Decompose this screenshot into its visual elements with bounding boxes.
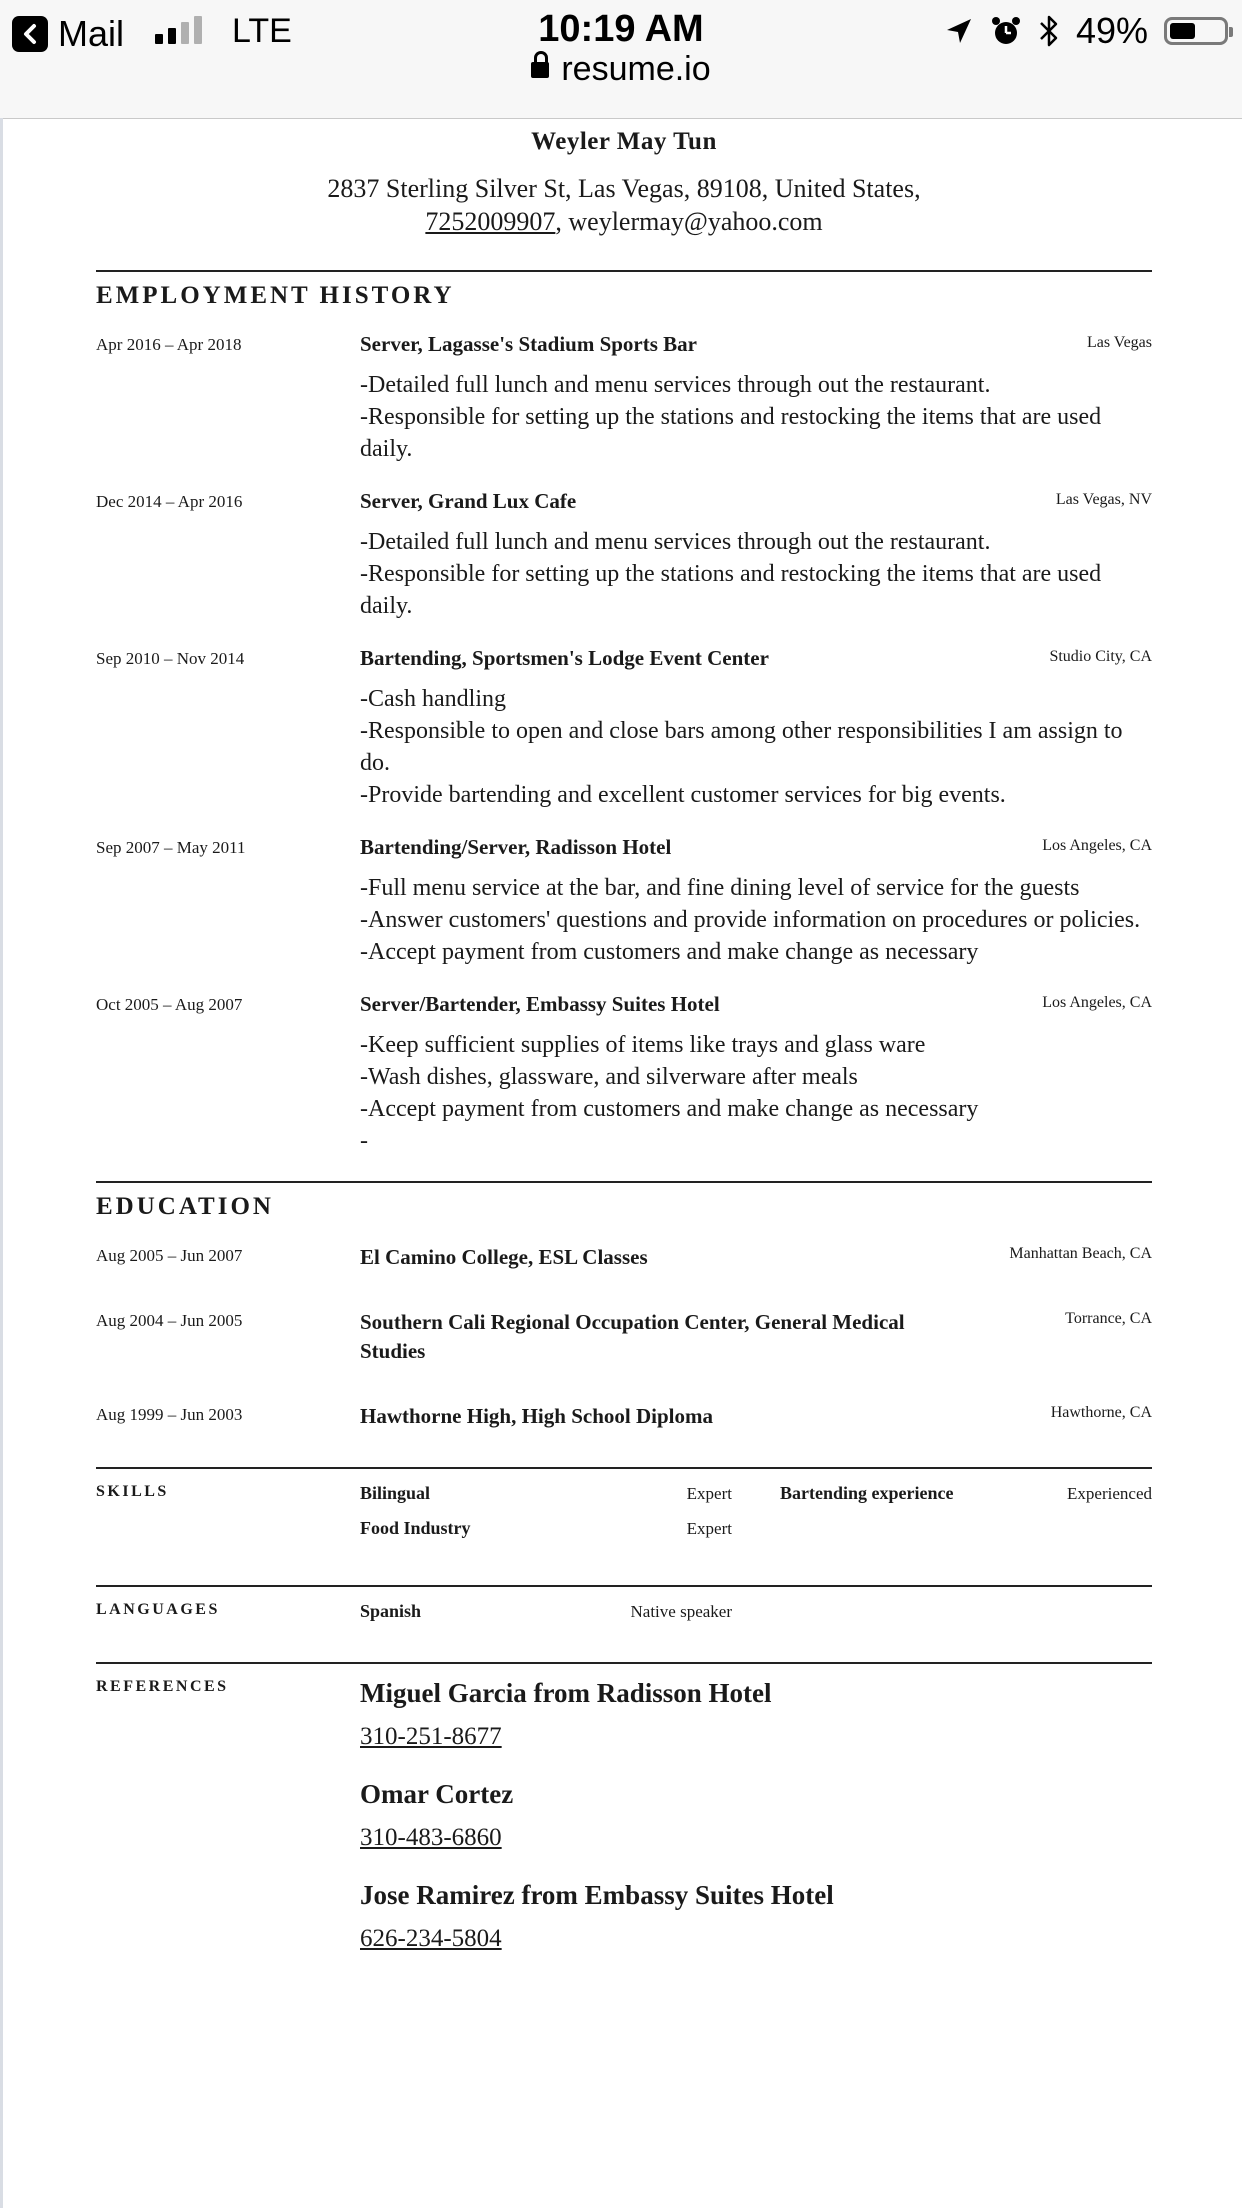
education-heading: EDUCATION <box>96 1193 274 1220</box>
employment-history-heading: EMPLOYMENT HISTORY <box>96 282 455 309</box>
description-line: -Detailed full lunch and menu services through out the restaurant. <box>360 372 991 398</box>
battery-percent: 49% <box>1075 10 1148 51</box>
entry-header <box>360 332 1152 357</box>
employment-list <box>96 332 1152 1157</box>
divider <box>96 270 1152 272</box>
skill-item <box>780 1483 1152 1504</box>
education-entry <box>96 1243 1152 1272</box>
entry-header <box>360 835 1152 860</box>
skills-grid <box>360 1483 1152 1539</box>
entry-title: El Camino College, ESL Classes <box>360 1245 648 1269</box>
entry-header <box>360 489 1152 514</box>
entry-location: Los Angeles, CA <box>1042 837 1152 854</box>
language-item <box>360 1601 732 1622</box>
description-line: -Cash handling <box>360 686 506 712</box>
clock: 10:19 AM <box>538 8 704 50</box>
entry-body <box>360 646 1152 811</box>
description-line: - <box>360 1128 368 1154</box>
employment-entry <box>96 992 1152 1157</box>
education-list <box>96 1243 1152 1431</box>
entry-description <box>360 526 1152 622</box>
entry-title: Bartending/Server, Radisson Hotel <box>360 835 672 859</box>
skill-item <box>360 1483 732 1504</box>
entry-description <box>360 369 1152 465</box>
entry-location: Las Vegas <box>1086 334 1152 351</box>
skills-heading: SKILLS <box>96 1483 169 1500</box>
entry-description <box>360 1029 1152 1157</box>
description-line: -Responsible to open and close bars among other responsibilities I am assign to do. <box>360 718 1123 776</box>
employment-entry <box>96 489 1152 622</box>
entry-dates: Oct 2005 – Aug 2007 <box>96 995 243 1014</box>
lock-icon <box>531 62 549 78</box>
entry-dates: Sep 2010 – Nov 2014 <box>96 649 245 668</box>
education-entry <box>96 1402 1152 1431</box>
description-line: -Responsible for setting up the stations and restocking the items that are used daily. <box>360 561 1102 619</box>
entry-dates: Apr 2016 – Apr 2018 <box>96 335 242 354</box>
description-line: -Keep sufficient supplies of items like trays and glass ware <box>360 1032 926 1058</box>
entry-dates: Aug 2004 – Jun 2005 <box>96 1311 243 1330</box>
languages-section <box>96 1587 1152 1662</box>
description-line: -Responsible for setting up the stations and restocking the items that are used daily. <box>360 404 1102 462</box>
entry-location: Studio City, CA <box>1049 648 1152 665</box>
skill-name: Food Industry <box>360 1518 471 1538</box>
entry-header <box>360 1402 1152 1431</box>
address: 2837 Sterling Silver St, Las Vegas, 89108, United States, <box>327 174 921 203</box>
entry-body <box>360 992 1152 1157</box>
entry-title: Server/Bartender, Embassy Suites Hotel <box>360 992 720 1016</box>
references-heading: REFERENCES <box>96 1678 229 1695</box>
employment-entry <box>96 835 1152 968</box>
entry-location: Las Vegas, NV <box>1055 491 1152 508</box>
employment-entry <box>96 332 1152 465</box>
alarm-icon <box>990 15 1022 47</box>
entry-body <box>360 332 1152 465</box>
reference-phone-link[interactable]: 310-483-6860 <box>360 1824 502 1851</box>
resume-name: Weyler May Tun <box>531 128 717 155</box>
phone-link[interactable]: 7252009907 <box>425 207 556 236</box>
entry-dates: Aug 1999 – Jun 2003 <box>96 1405 243 1424</box>
entry-header <box>360 1243 1152 1272</box>
page-edge <box>0 118 3 2208</box>
reference-phone-link[interactable]: 626-234-5804 <box>360 1925 502 1952</box>
description-line: -Answer customers' questions and provide information on procedures or policies. <box>360 907 1141 933</box>
description-line: -Wash dishes, glassware, and silverware after meals <box>360 1064 858 1090</box>
description-line: -Accept payment from customers and make change as necessary <box>360 939 979 965</box>
entry-location: Los Angeles, CA <box>1042 994 1152 1011</box>
languages-grid <box>360 1601 1152 1622</box>
resume-document <box>96 118 1152 1981</box>
reference-name: Omar Cortez <box>360 1779 514 1809</box>
entry-header <box>360 646 1152 671</box>
entry-body <box>360 489 1152 622</box>
language-level: Native speaker <box>630 1602 732 1621</box>
references-list <box>360 1678 1152 1981</box>
bluetooth-icon <box>1038 14 1060 48</box>
entry-header <box>360 1308 1152 1366</box>
entry-title: Server, Lagasse's Stadium Sports Bar <box>360 332 697 356</box>
address-bar[interactable] <box>0 50 1242 89</box>
entry-description <box>360 683 1152 811</box>
skill-level: Experienced <box>1067 1484 1152 1503</box>
entry-dates: Sep 2007 – May 2011 <box>96 838 246 857</box>
languages-heading: LANGUAGES <box>96 1601 220 1618</box>
references-section <box>96 1664 1152 1981</box>
entry-description <box>360 872 1152 968</box>
entry-dates: Dec 2014 – Apr 2016 <box>96 492 243 511</box>
skill-level: Expert <box>686 1519 732 1538</box>
skill-item <box>360 1518 732 1539</box>
location-arrow-icon <box>944 16 974 46</box>
education-entry <box>96 1308 1152 1366</box>
skill-name: Bartending experience <box>780 1483 954 1503</box>
entry-title: Bartending, Sportsmen's Lodge Event Center <box>360 646 769 670</box>
email: , weylermay@yahoo.com <box>555 207 823 236</box>
reference-item <box>360 1779 1152 1852</box>
entry-location: Torrance, CA <box>1065 1310 1152 1327</box>
reference-phone-link[interactable]: 310-251-8677 <box>360 1723 502 1750</box>
reference-item <box>360 1880 1152 1953</box>
reference-name: Miguel Garcia from Radisson Hotel <box>360 1678 772 1708</box>
back-label: Mail <box>58 13 125 54</box>
description-line: -Accept payment from customers and make change as necessary <box>360 1096 979 1122</box>
description-line: -Provide bartending and excellent customer services for big events. <box>360 782 1006 808</box>
skill-name: Bilingual <box>360 1483 431 1503</box>
entry-title: Southern Cali Regional Occupation Center, General Medical Studies <box>360 1310 905 1363</box>
entry-dates: Aug 2005 – Jun 2007 <box>96 1246 243 1265</box>
divider <box>96 1181 1152 1183</box>
entry-title: Hawthorne High, High School Diploma <box>360 1404 713 1428</box>
description-line: -Full menu service at the bar, and fine dining level of service for the guests <box>360 875 1080 901</box>
skills-section <box>96 1469 1152 1585</box>
status-icons <box>944 10 1228 52</box>
reference-item <box>360 1678 1152 1751</box>
employment-entry <box>96 646 1152 811</box>
entry-header <box>360 992 1152 1017</box>
url-text: resume.io <box>561 50 711 88</box>
language-name: Spanish <box>360 1601 422 1621</box>
entry-title: Server, Grand Lux Cafe <box>360 489 577 513</box>
network-type: LTE <box>232 12 292 50</box>
battery-icon <box>1164 17 1228 45</box>
browser-status-bar <box>0 0 1242 119</box>
reference-name: Jose Ramirez from Embassy Suites Hotel <box>360 1880 834 1910</box>
skill-level: Expert <box>686 1484 732 1503</box>
entry-body <box>360 835 1152 968</box>
entry-location: Manhattan Beach, CA <box>1009 1245 1152 1262</box>
contact-info <box>96 172 1152 238</box>
entry-location: Hawthorne, CA <box>1050 1404 1152 1421</box>
description-line: -Detailed full lunch and menu services through out the restaurant. <box>360 529 991 555</box>
